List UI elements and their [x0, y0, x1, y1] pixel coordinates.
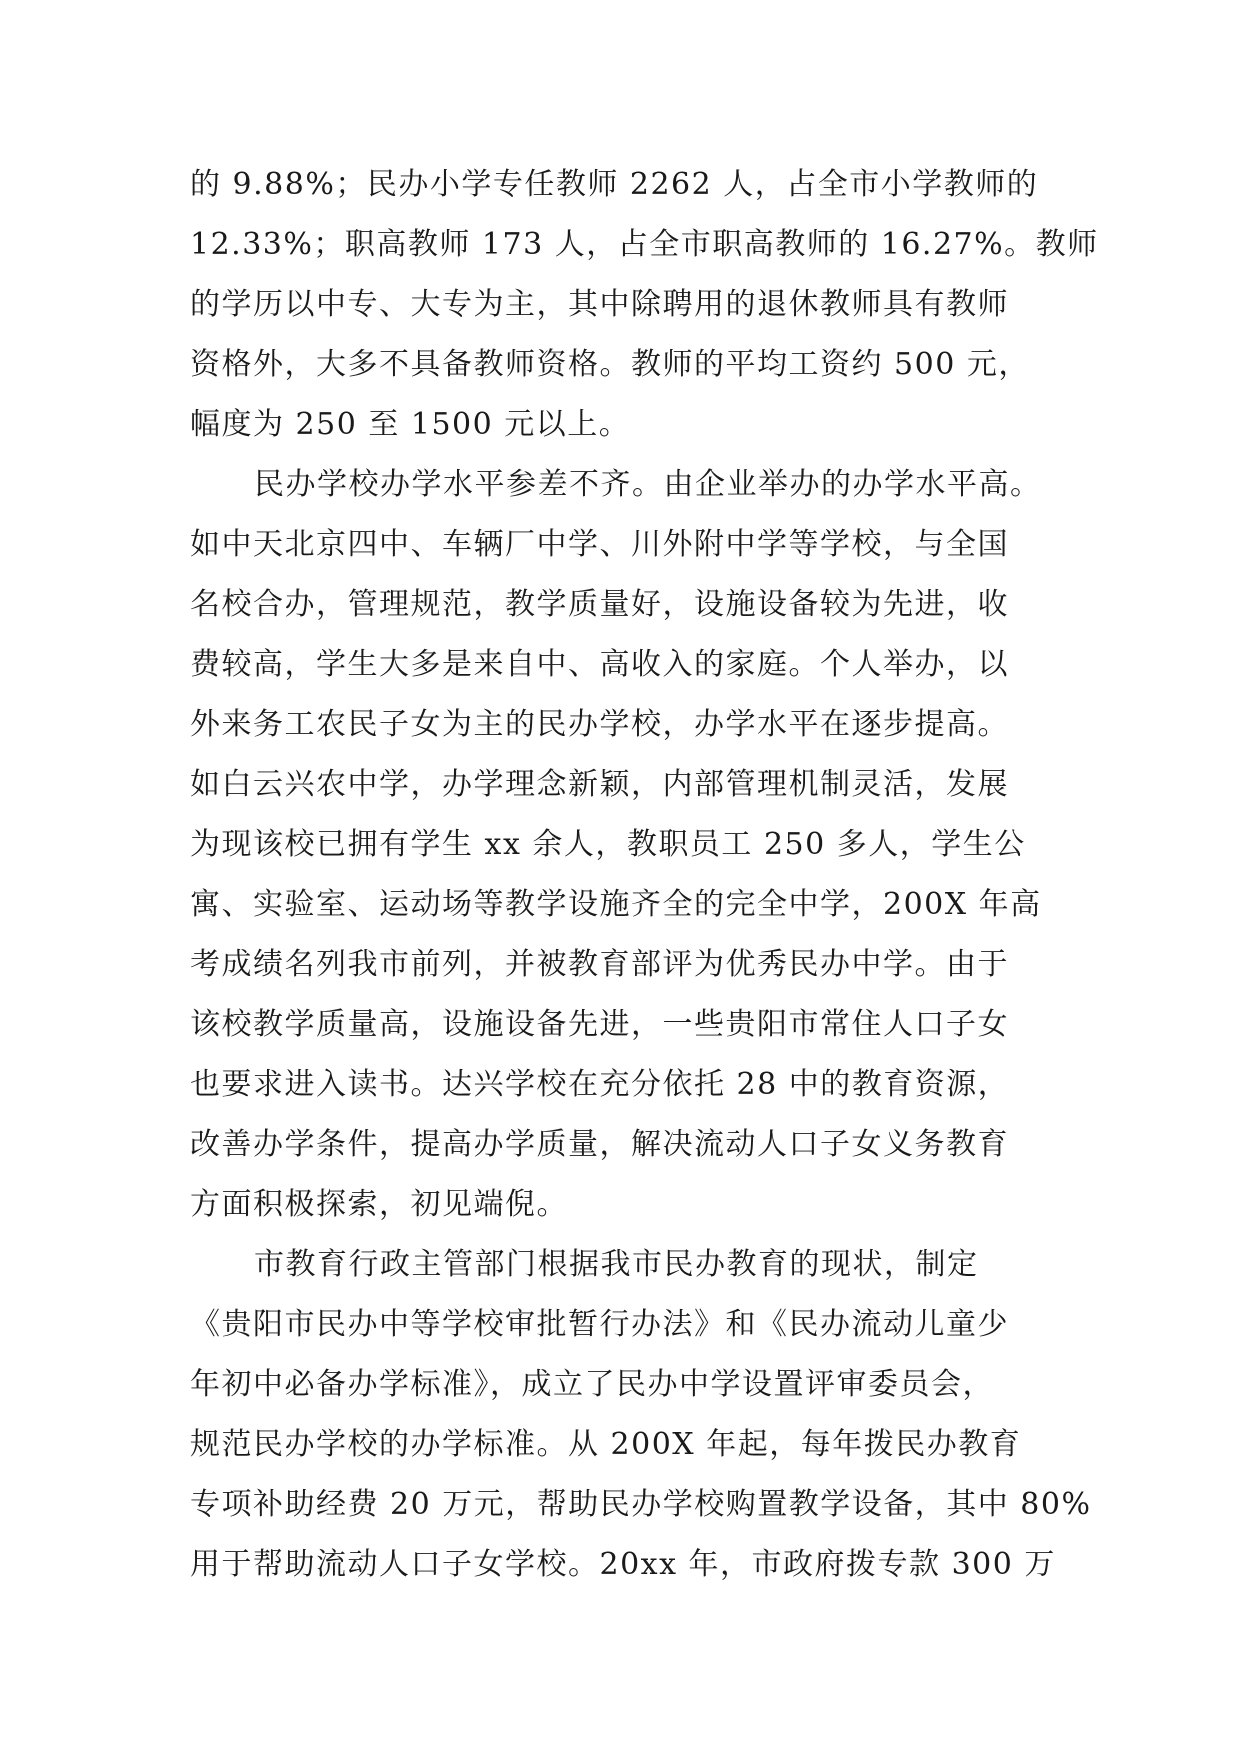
text-line: 如中天北京四中、车辆厂中学、川外附中学等学校，与全国	[190, 527, 1009, 562]
text-line: 考成绩名列我市前列，并被教育部评为优秀民办中学。由于	[190, 947, 1009, 982]
paragraph-2	[190, 455, 1070, 1235]
text-line: 名校合办，管理规范，教学质量好，设施设备较为先进，收	[190, 587, 1009, 622]
text-line: 年初中必备办学标准》，成立了民办中学设置评审委员会，	[190, 1367, 994, 1402]
text-line: 也要求进入读书。达兴学校在充分依托 28 中的教育资源，	[190, 1067, 1010, 1102]
text-line: 民办学校办学水平参差不齐。由企业举办的办学水平高。	[254, 467, 1042, 502]
paragraph-3	[190, 1235, 1092, 1595]
text-line: 规范民办学校的办学标准。从 200X 年起，每年拨民办教育	[190, 1427, 1022, 1462]
text-line: 寓、实验室、运动场等教学设施齐全的完全中学，200X 年高	[190, 887, 1042, 922]
text-line: 该校教学质量高，设施设备先进，一些贵阳市常住人口子女	[190, 1007, 1009, 1042]
text-line: 方面积极探索，初见端倪。	[190, 1187, 568, 1222]
text-line: 为现该校已拥有学生 xx 余人，教职员工 250 多人，学生公	[190, 827, 1026, 862]
text-line: 的 9.88%；民办小学专任教师 2262 人，占全市小学教师的	[190, 167, 1039, 202]
text-line: 如白云兴农中学，办学理念新颖，内部管理机制灵活，发展	[190, 767, 1009, 802]
text-line: 专项补助经费 20 万元，帮助民办学校购置教学设备，其中 80%	[190, 1487, 1092, 1522]
text-line: 资格外，大多不具备教师资格。教师的平均工资约 500 元，	[190, 347, 1030, 382]
document-body	[190, 155, 1099, 1595]
text-line: 12.33%；职高教师 173 人，占全市职高教师的 16.27%。教师	[190, 227, 1099, 262]
paragraph-1	[190, 155, 1099, 455]
text-line: 幅度为 250 至 1500 元以上。	[190, 407, 631, 442]
text-line: 外来务工农民子女为主的民办学校，办学水平在逐步提高。	[190, 707, 1009, 742]
text-line: 费较高，学生大多是来自中、高收入的家庭。个人举办，以	[190, 647, 1009, 682]
text-line: 的学历以中专、大专为主，其中除聘用的退休教师具有教师	[190, 287, 1009, 322]
text-line: 用于帮助流动人口子女学校。20xx 年，市政府拨专款 300 万	[190, 1547, 1056, 1582]
text-line: 市教育行政主管部门根据我市民办教育的现状，制定	[254, 1247, 979, 1282]
text-line: 改善办学条件，提高办学质量，解决流动人口子女义务教育	[190, 1127, 1009, 1162]
text-line: 《贵阳市民办中等学校审批暂行办法》和《民办流动儿童少	[190, 1307, 1009, 1342]
